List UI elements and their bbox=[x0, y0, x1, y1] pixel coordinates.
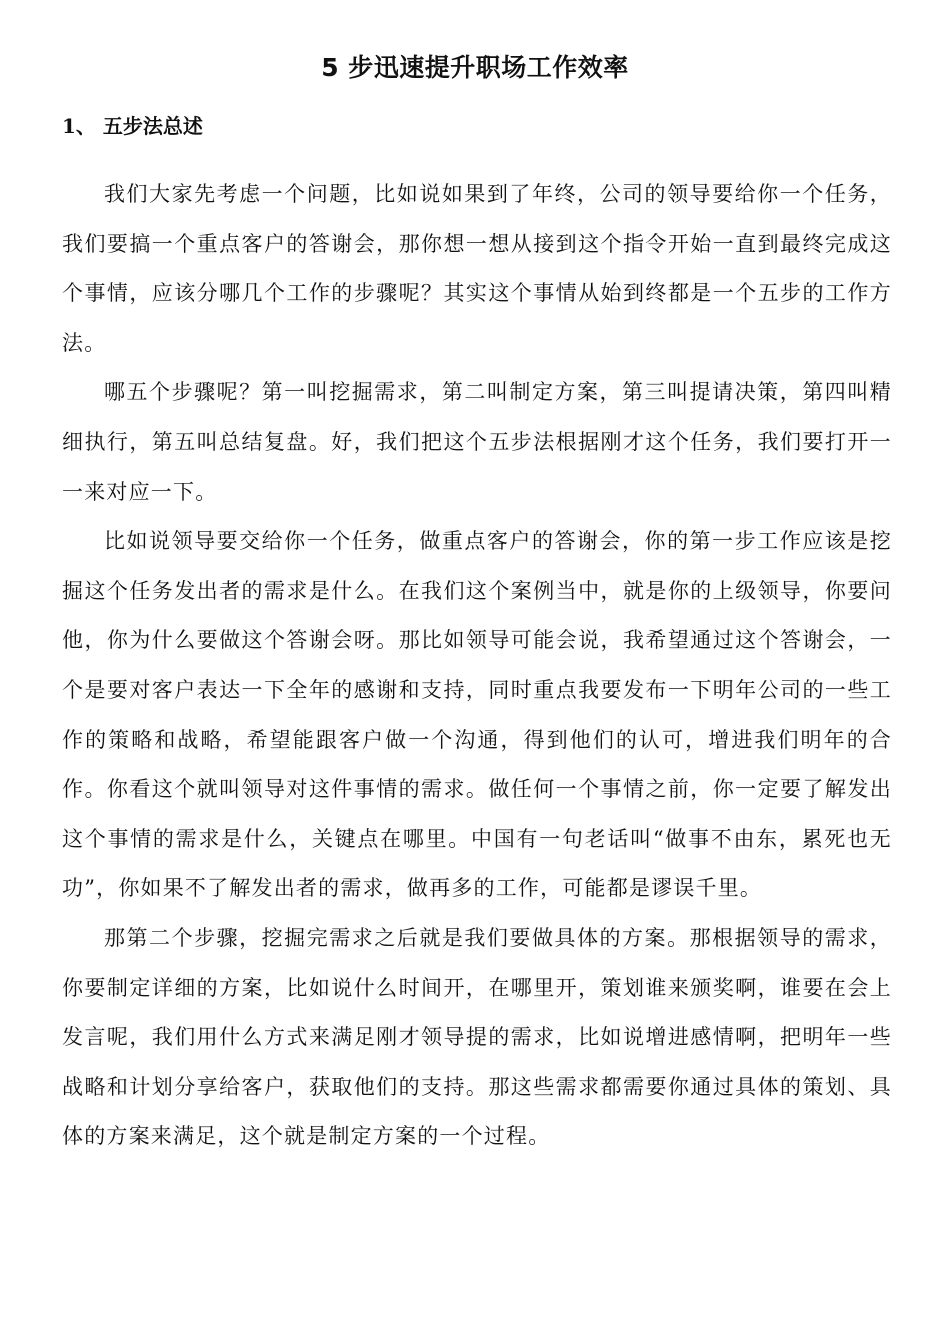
paragraph: 那第二个步骤，挖掘完需求之后就是我们要做具体的方案。那根据领导的需求，你要制定详细的方案，比如说什么时间开，在哪里开，策划谁来颁奖啊，谁要在会上发言呢，我们用什么方式来满足刚才领导提的需求，比如说增进感情啊，把明年一些战略和计划分享给客户，获取他们的支持。那这些需求都需要你通过具体的策划、具体的方案来满足，这个就是制定方案的一个过程。 bbox=[62, 925, 892, 1149]
section-heading: 1、 五步法总述 bbox=[62, 114, 203, 138]
body-text bbox=[62, 170, 892, 1162]
paragraph: 比如说领导要交给你一个任务，做重点客户的答谢会，你的第一步工作应该是挖掘这个任务发出者的需求是什么。在我们这个案例当中，就是你的上级领导，你要问他，你为什么要做这个答谢会呀。那比如领导可能会说，我希望通过这个答谢会，一个是要对客户表达一下全年的感谢和支持，同时重点我要发布一下明年公司的一些工作的策略和战略，希望能跟客户做一个沟通，得到他们的认可，增进我们明年的合作。你看这个就叫领导对这件事情的需求。做任何一个事情之前，你一定要了解发出这个事情的需求是什么，关键点在哪里。中国有一句老话叫“做事不由东，累死也无功”，你如果不了解发出者的需求，做再多的工作，可能都是谬误千里。 bbox=[62, 529, 892, 901]
document-title: 5 步迅速提升职场工作效率 bbox=[321, 53, 629, 82]
paragraph: 哪五个步骤呢？第一叫挖掘需求，第二叫制定方案，第三叫提请决策，第四叫精细执行，第五叫总结复盘。好，我们把这个五步法根据刚才这个任务，我们要打开一一来对应一下。 bbox=[62, 380, 892, 504]
paragraph: 我们大家先考虑一个问题，比如说如果到了年终，公司的领导要给你一个任务，我们要搞一个重点客户的答谢会，那你想一想从接到这个指令开始一直到最终完成这个事情，应该分哪几个工作的步骤呢？其实这个事情从始到终都是一个五步的工作方法。 bbox=[62, 182, 892, 355]
